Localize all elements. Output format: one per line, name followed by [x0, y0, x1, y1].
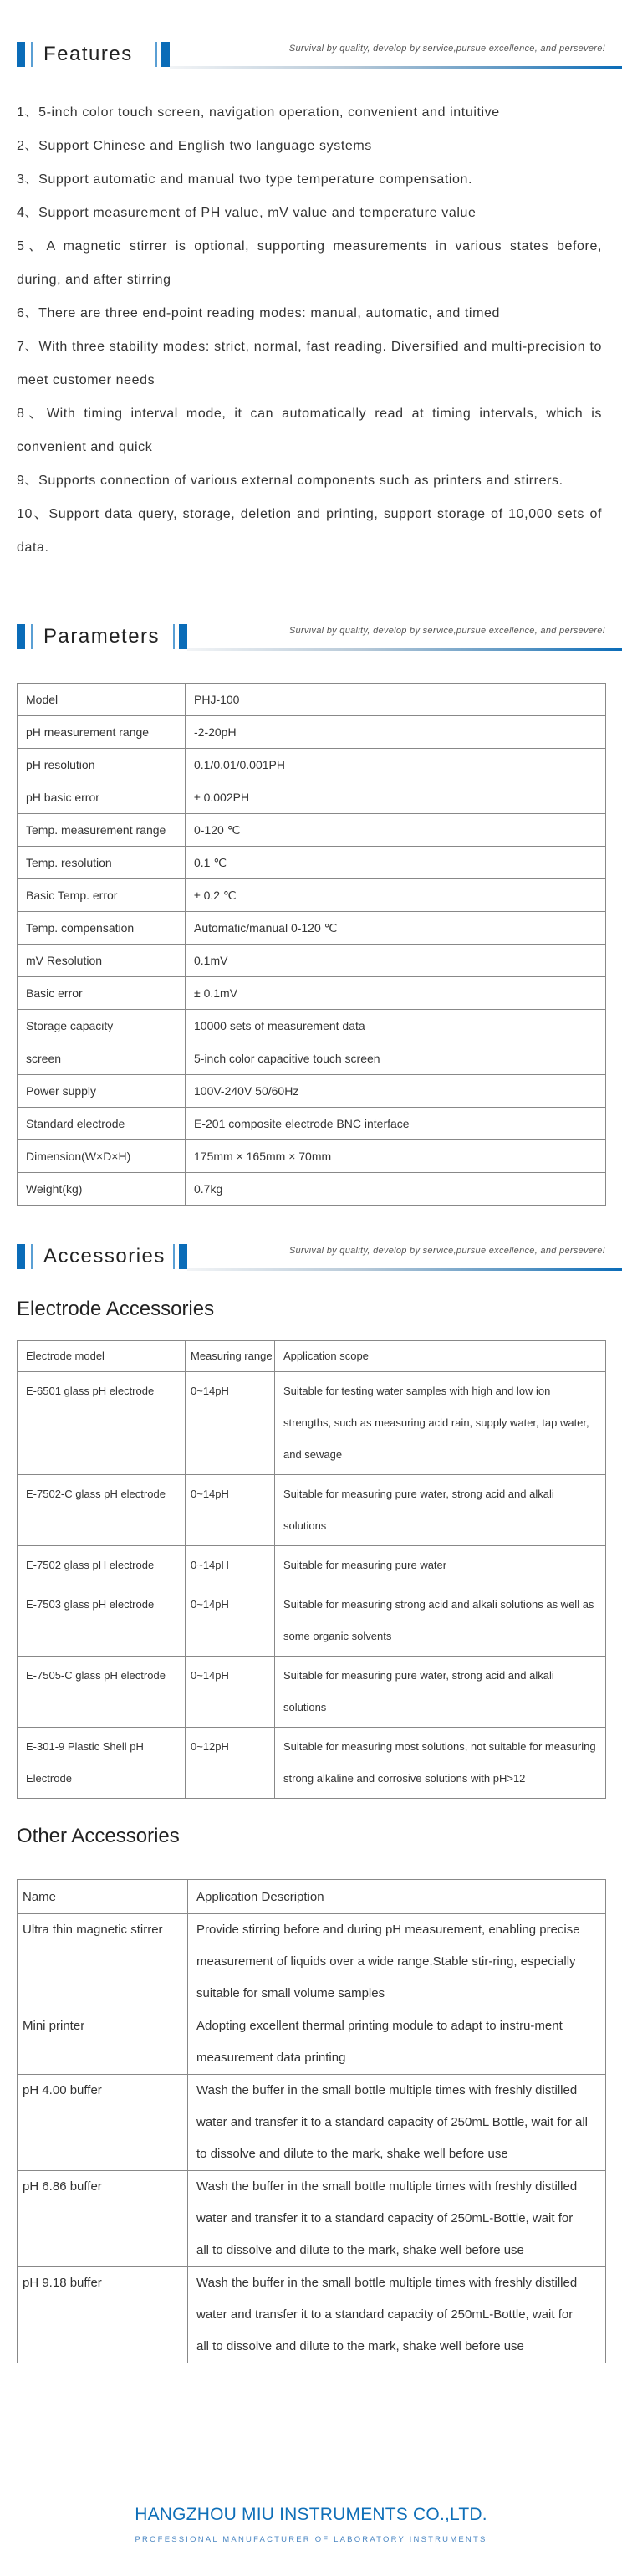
parameter-row: [18, 847, 606, 879]
header-accent-bar-left: [17, 42, 25, 67]
parameter-value: 0-120 ℃: [186, 814, 606, 847]
header-accent-line-left: [31, 42, 33, 67]
parameter-value: 0.7kg: [186, 1173, 606, 1206]
section-header-accessories: [0, 1244, 622, 1273]
section-slogan: Survival by quality, develop by service,pursue excellence, and persevere!: [288, 626, 605, 636]
parameter-name: Power supply: [18, 1075, 186, 1108]
header-accent-line-right: [156, 42, 157, 67]
parameter-name: Dimension(W×D×H): [18, 1140, 186, 1173]
electrode-model: E-7503 glass pH electrode: [18, 1585, 186, 1657]
other-accessories-title: Other Accessories: [17, 1825, 180, 1847]
parameter-name: pH measurement range: [18, 716, 186, 749]
application-scope: Suitable for measuring pure water, strong acid and alkali solutions: [275, 1475, 606, 1546]
header-accent-line-right: [173, 1244, 175, 1269]
features-list: [17, 96, 602, 565]
accessory-name: Mini printer: [18, 2010, 188, 2075]
electrode-row: [18, 1546, 606, 1585]
feature-item: 6、There are three end-point reading modes: manual, automatic, and timed: [17, 306, 501, 320]
parameter-value: -2-20pH: [186, 716, 606, 749]
feature-item: 3、Support automatic and manual two type temperature compensation.: [17, 172, 473, 187]
electrode-row: [18, 1475, 606, 1546]
section-title-features: Features: [43, 43, 133, 65]
parameter-value: Automatic/manual 0-120 ℃: [186, 912, 606, 945]
parameter-value: 10000 sets of measurement data: [186, 1010, 606, 1042]
feature-item: 4、Support measurement of PH value, mV value and temperature value: [17, 206, 477, 220]
feature-item: 2、Support Chinese and English two language systems: [17, 139, 372, 153]
parameter-name: Weight(kg): [18, 1173, 186, 1206]
parameter-name: Basic error: [18, 977, 186, 1010]
other-accessories-table: [17, 1879, 606, 2363]
application-scope: Suitable for testing water samples with high and low ion strengths, such as measuring acid rain, supply water, tap water, and sewage: [275, 1372, 606, 1475]
measuring-range: 0~12pH: [186, 1728, 275, 1799]
electrode-model: E-7502-C glass pH electrode: [18, 1475, 186, 1546]
parameter-value: 0.1/0.01/0.001PH: [186, 749, 606, 781]
accessory-row: [18, 2010, 606, 2075]
electrode-model: E-6501 glass pH electrode: [18, 1372, 186, 1475]
electrode-accessories-title: Electrode Accessories: [17, 1298, 215, 1320]
parameter-row: [18, 1108, 606, 1140]
accessory-row: [18, 2075, 606, 2171]
accessory-description: Wash the buffer in the small bottle multiple times with freshly distilled water and transfer it to a standard capacity of 250mL-Bottle, wait for all to dissolve and dilute to the mark, shake well before use: [188, 2267, 606, 2363]
section-header-parameters: [0, 624, 622, 653]
measuring-range: 0~14pH: [186, 1546, 275, 1585]
parameter-name: Standard electrode: [18, 1108, 186, 1140]
parameter-name: Storage capacity: [18, 1010, 186, 1042]
electrode-row: [18, 1728, 606, 1799]
section-title-parameters: Parameters: [43, 625, 161, 648]
parameter-row: [18, 1173, 606, 1206]
accessory-row: [18, 2171, 606, 2267]
parameter-value: 0.1mV: [186, 945, 606, 977]
accessory-description: Wash the buffer in the small bottle multiple times with freshly distilled water and transfer it to a standard capacity of 250mL Bottle, wait for all to dissolve and dilute to the mark, shake well before use: [188, 2075, 606, 2171]
electrode-model: E-301-9 Plastic Shell pH Electrode: [18, 1728, 186, 1799]
header-gradient-rule: [187, 1268, 622, 1271]
parameter-name: Temp. measurement range: [18, 814, 186, 847]
parameter-value: 0.1 ℃: [186, 847, 606, 879]
measuring-range: 0~14pH: [186, 1372, 275, 1475]
application-scope: Suitable for measuring pure water, strong acid and alkali solutions: [275, 1657, 606, 1728]
column-header: Measuring range: [186, 1341, 275, 1372]
parameter-row: [18, 1042, 606, 1075]
accessory-name: pH 9.18 buffer: [18, 2267, 188, 2363]
parameter-row: [18, 1140, 606, 1173]
parameter-value: ± 0.2 ℃: [186, 879, 606, 912]
section-title-accessories: Accessories: [43, 1245, 166, 1268]
measuring-range: 0~14pH: [186, 1585, 275, 1657]
column-header: Name: [18, 1880, 188, 1914]
accessory-name: pH 4.00 buffer: [18, 2075, 188, 2171]
header-gradient-rule: [170, 66, 622, 69]
header-accent-bar-right: [179, 624, 187, 649]
column-header: Application scope: [275, 1341, 606, 1372]
electrode-model: E-7502 glass pH electrode: [18, 1546, 186, 1585]
parameter-row: [18, 749, 606, 781]
parameters-table: [17, 683, 606, 1206]
parameter-row: [18, 781, 606, 814]
header-accent-bar-right: [161, 42, 170, 67]
electrode-table-header-row: [18, 1341, 606, 1372]
other-table-header-row: [18, 1880, 606, 1914]
electrode-row: [18, 1372, 606, 1475]
header-accent-bar-left: [17, 624, 25, 649]
parameter-row: [18, 912, 606, 945]
electrode-row: [18, 1657, 606, 1728]
header-accent-bar-left: [17, 1244, 25, 1269]
parameter-value: 5-inch color capacitive touch screen: [186, 1042, 606, 1075]
parameter-row: [18, 977, 606, 1010]
header-accent-bar-right: [179, 1244, 187, 1269]
footer-tagline: PROFESSIONAL MANUFACTURER OF LABORATORY INSTRUMENTS: [135, 2535, 487, 2544]
feature-item: 7、With three stability modes: strict, normal, fast reading. Diversified and multi-precision to meet customer needs: [17, 340, 602, 387]
accessory-row: [18, 2267, 606, 2363]
section-slogan: Survival by quality, develop by service,pursue excellence, and persevere!: [288, 1246, 605, 1256]
feature-item: 9、Supports connection of various external components such as printers and stirrers.: [17, 474, 563, 488]
parameter-value: PHJ-100: [186, 684, 606, 716]
parameter-name: pH resolution: [18, 749, 186, 781]
footer-company-name: HANGZHOU MIU INSTRUMENTS CO.,LTD.: [135, 2505, 487, 2524]
application-scope: Suitable for measuring most solutions, not suitable for measuring strong alkaline and corrosive solutions with pH>12: [275, 1728, 606, 1799]
parameter-value: E-201 composite electrode BNC interface: [186, 1108, 606, 1140]
accessory-description: Adopting excellent thermal printing module to adapt to instru-ment measurement data printing: [188, 2010, 606, 2075]
parameter-row: [18, 684, 606, 716]
header-gradient-rule: [187, 648, 622, 651]
parameter-name: mV Resolution: [18, 945, 186, 977]
parameter-row: [18, 814, 606, 847]
feature-item: 8、With timing interval mode, it can automatically read at timing intervals, which is convenient and quick: [17, 407, 602, 454]
accessory-row: [18, 1914, 606, 2010]
parameter-row: [18, 716, 606, 749]
parameter-row: [18, 1075, 606, 1108]
parameter-name: screen: [18, 1042, 186, 1075]
parameter-row: [18, 879, 606, 912]
section-slogan: Survival by quality, develop by service,pursue excellence, and persevere!: [288, 44, 605, 54]
header-accent-line-right: [173, 624, 175, 649]
accessory-name: pH 6.86 buffer: [18, 2171, 188, 2267]
accessory-name: Ultra thin magnetic stirrer: [18, 1914, 188, 2010]
electrode-row: [18, 1585, 606, 1657]
parameter-name: Temp. compensation: [18, 912, 186, 945]
feature-item: 1、5-inch color touch screen, navigation operation, convenient and intuitive: [17, 105, 500, 120]
feature-item: 10、Support data query, storage, deletion and printing, support storage of 10,000 sets of data.: [17, 507, 602, 555]
parameter-row: [18, 945, 606, 977]
parameter-row: [18, 1010, 606, 1042]
column-header: Application Description: [188, 1880, 606, 1914]
parameter-value: 175mm × 165mm × 70mm: [186, 1140, 606, 1173]
parameter-name: Temp. resolution: [18, 847, 186, 879]
electrode-model: E-7505-C glass pH electrode: [18, 1657, 186, 1728]
feature-item: 5、A magnetic stirrer is optional, supporting measurements in various states before, during, and after stirring: [17, 239, 602, 287]
parameter-value: 100V-240V 50/60Hz: [186, 1075, 606, 1108]
section-header-features: [0, 42, 622, 70]
parameter-name: Model: [18, 684, 186, 716]
application-scope: Suitable for measuring strong acid and alkali solutions as well as some organic solvents: [275, 1585, 606, 1657]
parameter-value: ± 0.002PH: [186, 781, 606, 814]
parameter-value: ± 0.1mV: [186, 977, 606, 1010]
application-scope: Suitable for measuring pure water: [275, 1546, 606, 1585]
accessory-description: Wash the buffer in the small bottle multiple times with freshly distilled water and transfer it to a standard capacity of 250mL-Bottle, wait for all to dissolve and dilute to the mark, shake well before use: [188, 2171, 606, 2267]
parameter-name: Basic Temp. error: [18, 879, 186, 912]
parameter-name: pH basic error: [18, 781, 186, 814]
measuring-range: 0~14pH: [186, 1657, 275, 1728]
electrode-accessories-table: [17, 1340, 606, 1799]
column-header: Electrode model: [18, 1341, 186, 1372]
accessory-description: Provide stirring before and during pH measurement, enabling precise measurement of liquids over a wide range.Stable stir-ring, especially suitable for small volume samples: [188, 1914, 606, 2010]
header-accent-line-left: [31, 624, 33, 649]
header-accent-line-left: [31, 1244, 33, 1269]
measuring-range: 0~14pH: [186, 1475, 275, 1546]
